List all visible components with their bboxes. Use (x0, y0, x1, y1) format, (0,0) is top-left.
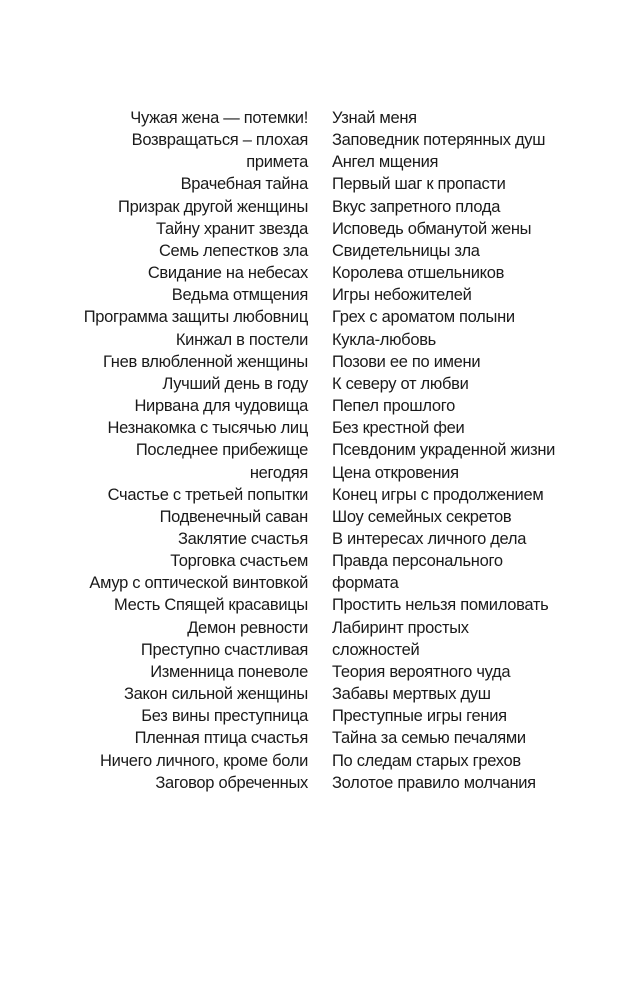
title-line: Конец игры с продолжением (332, 485, 544, 504)
title-line: В интересах личного дела (332, 529, 527, 548)
title-line: Ничего личного, кроме боли (99, 751, 308, 770)
title-line: Пленная птица счастья (134, 729, 308, 748)
title-line: Преступно счастливая (140, 640, 308, 659)
title-line: Семь лепестков зла (158, 241, 308, 260)
title-line: сложностей (332, 640, 420, 659)
title-line: Псевдоним украденной жизни (332, 441, 556, 460)
title-line: Амур с оптической винтовкой (89, 574, 308, 593)
left-title-column (84, 107, 308, 794)
title-line: Врачебная тайна (180, 175, 308, 194)
title-line: Без крестной феи (332, 419, 465, 438)
title-line: Цена откровения (332, 463, 459, 482)
title-line: Заговор обреченных (155, 773, 308, 792)
title-line: Позови ее по имени (332, 352, 481, 371)
title-line: Грех с ароматом полыни (332, 308, 515, 327)
title-line: примета (246, 153, 308, 172)
title-line: Лабиринт простых (332, 618, 469, 637)
title-line: формата (332, 574, 399, 593)
title-line: Незнакомка с тысячью лиц (107, 419, 308, 438)
title-line: Заповедник потерянных душ (332, 131, 546, 150)
title-line: Игры небожителей (332, 286, 472, 305)
title-line: Шоу семейных секретов (332, 507, 512, 526)
title-line: Возвращаться – плохая (131, 131, 308, 150)
title-line: Преступные игры гения (332, 707, 507, 726)
title-line: Месть Спящей красавицы (114, 596, 308, 615)
title-line: Свидетельницы зла (332, 241, 480, 260)
title-line: Тайну хранит звезда (155, 219, 308, 238)
title-line: Ангел мщения (332, 153, 439, 172)
title-line: негодяя (249, 463, 308, 482)
title-line: Чужая жена — потемки! (130, 109, 308, 127)
title-line: Королева отшельников (332, 264, 505, 283)
title-line: Правда персонального (332, 552, 503, 571)
title-line: Пепел прошлого (332, 397, 455, 416)
title-line: Гнев влюбленной женщины (103, 352, 308, 371)
title-line: Тайна за семью печалями (332, 729, 526, 748)
title-line: Демон ревности (187, 618, 308, 637)
title-line: Теория вероятного чуда (332, 662, 511, 681)
title-line: К северу от любви (332, 374, 469, 393)
title-line: Исповедь обманутой жены (332, 219, 532, 238)
title-line: Последнее прибежище (135, 441, 308, 460)
title-line: Вкус запретного плода (332, 197, 501, 216)
title-line: Простить нельзя помиловать (332, 596, 549, 615)
title-line: Закон сильной женщины (124, 685, 308, 704)
title-line: Без вины преступница (141, 707, 308, 726)
title-line: Кинжал в постели (175, 330, 308, 349)
title-line: Ведьма отмщения (171, 286, 308, 305)
title-line: Счастье с третьей попытки (107, 485, 308, 504)
title-line: Свидание на небесах (147, 264, 308, 283)
title-line: Кукла-любовь (332, 330, 436, 349)
title-line: Лучший день в году (162, 374, 308, 393)
right-title-column (332, 107, 555, 794)
title-line: Узнай меня (332, 109, 417, 127)
title-line: Заклятие счастья (177, 529, 308, 548)
title-line: По следам старых грехов (332, 751, 521, 770)
title-line: Подвенечный саван (159, 507, 308, 526)
title-line: Программа защиты любовниц (83, 308, 308, 327)
title-line: Первый шаг к пропасти (332, 175, 506, 194)
title-line: Призрак другой женщины (118, 197, 308, 216)
title-line: Нирвана для чудовища (134, 397, 308, 416)
title-line: Торговка счастьем (170, 552, 308, 571)
title-line: Золотое правило молчания (332, 773, 536, 792)
title-line: Забавы мертвых душ (332, 685, 491, 704)
title-line: Изменница поневоле (150, 662, 308, 681)
